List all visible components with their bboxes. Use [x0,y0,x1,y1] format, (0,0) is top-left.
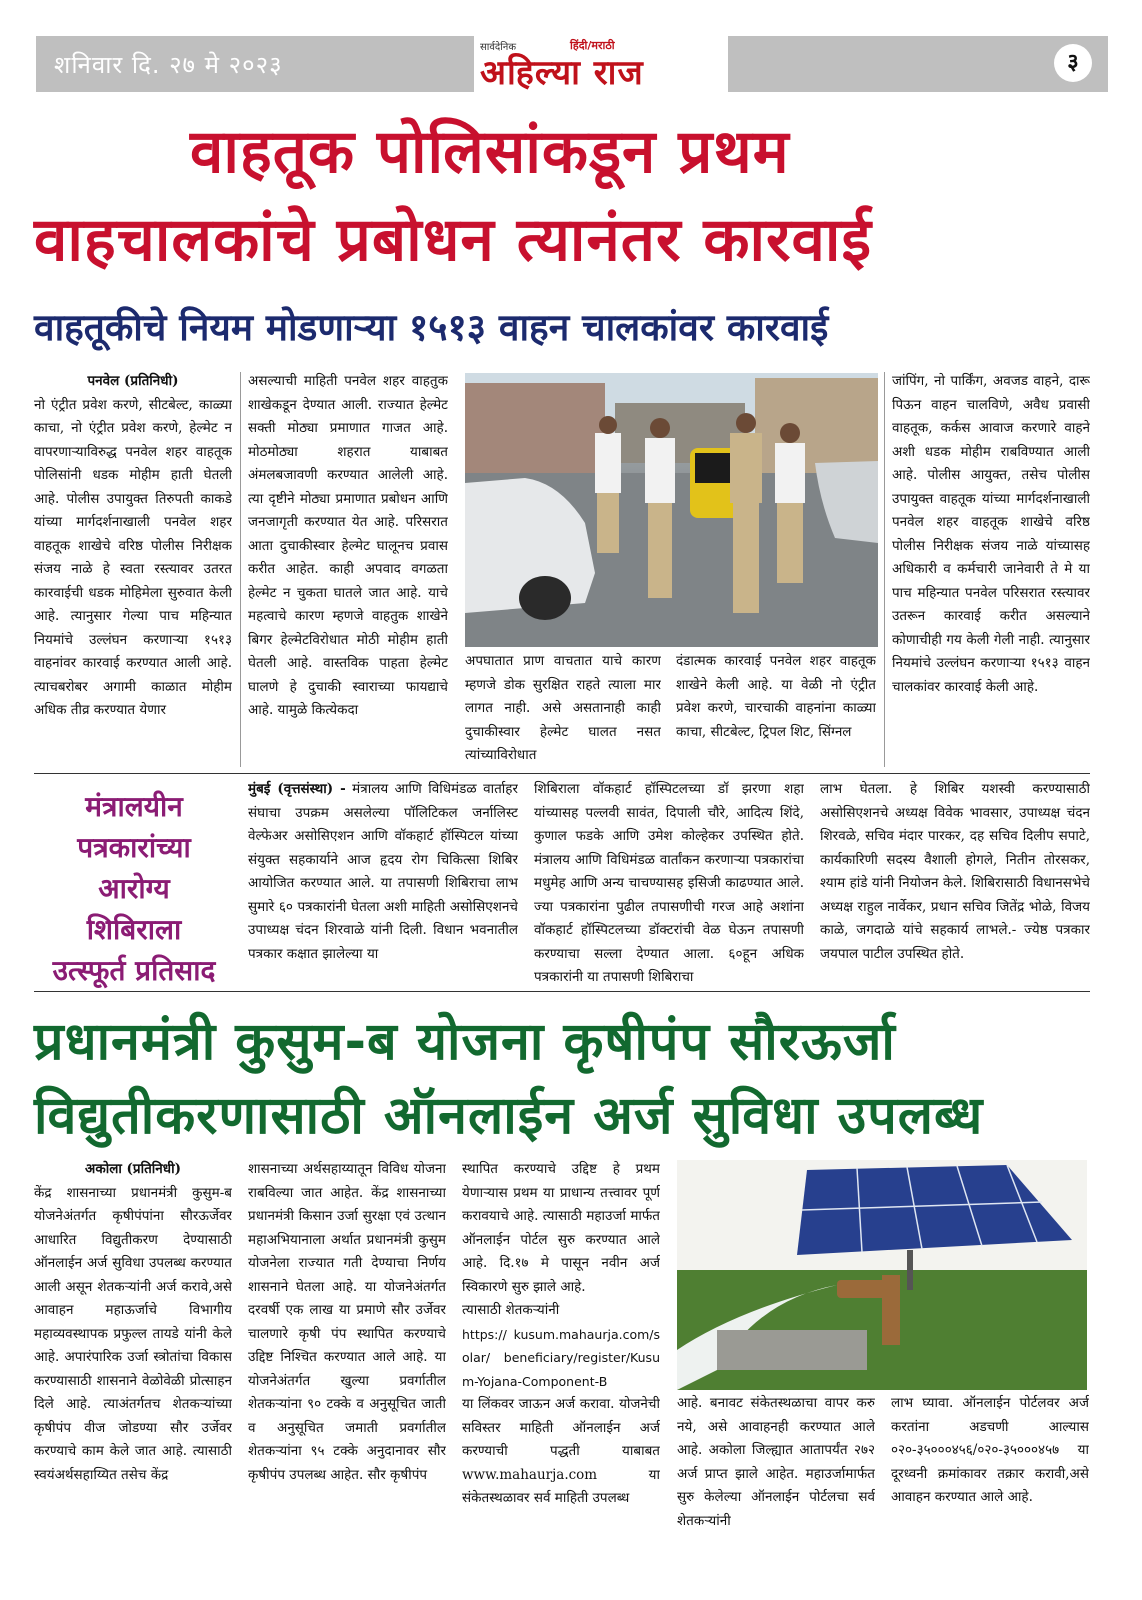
article3-col5-text: लाभ घ्यावा. ऑनलाईन पोर्टलवर अर्ज करतांना अडचणी आल्यास ०२०-३५०००४५६/०२०-३५०००४५७ या दूरध्वनी क्रमांकावर तक्रार करावी,असे आवाहन करण्यात आले आहे. [891,1395,1089,1505]
article1-headline-line1: वाहतूक पोलिसांकडून प्रथम [190,117,790,187]
article2-dateline: मुंबई (वृत्तसंस्था) - [248,781,346,797]
article3-column-2 [248,1158,446,1538]
article3-col4-text: आहे. बनावट संकेतस्थळाचा वापर करु नये, असे आवाहनही करण्यात आले आहे. अकोला जिल्ह्यात आतापर्यंत २७२ अर्ज प्राप्त झाले आहेत. महाउर्जामार्फत सुरु केलेल्या ऑनलाईन पोर्टलचा सर्व शेतकऱ्यांनी [677,1395,875,1529]
article2-headline-line: आरोग्य [98,872,170,905]
article3-column-1 [34,1158,232,1538]
article2-column-1 [248,778,518,986]
traffic-police-illustration [465,373,878,647]
article2-headline-line: पत्रकारांच्या [77,831,191,864]
section-divider [34,991,1090,992]
newspaper-logo [474,36,728,92]
article3-col3-rest: या लिंकवर जाऊन अर्ज करावा. योजनेची सविस्तर माहिती ऑनलाईन अर्ज करण्याची पद्धती याबाबत www.mahaurja.com या संकेतस्थळावर सर्व माहिती उपलब्ध [462,1396,660,1506]
article1-column-4 [676,650,876,770]
article3-headline-line2: विद्युतीकरणासाठी ऑनलाईन अर्ज सुविधा उपलब्ध [34,1086,984,1146]
article1-col2-text: असल्याची माहिती पनवेल शहर वाहतुक शाखेकडून देण्यात आली. राज्यात हेल्मेट सक्ती मोठ्या प्रमाणात गाजत आहे. मोठमोठ्या शहरात याबाबत अंमलबजावणी करण्यात आलेली आहे. त्या दृष्टीने मोठ्या प्रमाणात प्रबोधन आणि जनजागृती करण्यात येत आहे. परिसरात आता दुचाकीस्वार हेल्मेट घालूनच प्रवास करीत आहेत. काही अपवाद वगळता हेल्मेट न चुकता घातले जात आहे. याचे महत्वाचे कारण म्हणजे वाहतुक शाखेने बिगर हेल्मेटविरोधात मोठी मोहीम हाती घेतली आहे. वास्तविक पाहता हेल्मेट घालणे हे दुचाकी स्वाराच्या फायद्याचे आहे. यामुळे कित्येकदा [248,373,448,718]
article1-subheadline: वाहतूकीचे नियम मोडणाऱ्या १५१३ वाहन चालकांवर कारवाई [34,306,829,349]
article2-headline-line: मंत्रालयीन [85,790,183,823]
article2-col1-text: मंत्रालय आणि विधिमंडळ वार्ताहर संघाचा उपक्रम असलेल्या पॉलिटिकल जर्नालिस्ट वेल्फेअर असोसिएशन आणि वॉकहार्ट हॉस्पिटल यांच्या संयुक्त सहकार्याने आज हृदय रोग चिकित्सा शिबिर आयोजित करण्यात आले. या तपासणी शिबिराचा लाभ सुमारे ६० पत्रकारांनी घेतला अशी माहिती असोसिएशनचे उपाध्यक्ष चंदन शिरवाळे यांनी दिली. विधान भवनातील पत्रकार कक्षात झालेल्या या [248,781,518,962]
article1-col3-text: अपघातात प्राण वाचतात याचे कारण म्हणजे डोक सुरक्षित राहते त्याला मार लागत नाही. असे असतानाही काही दुचाकीस्वार हेल्मेट घालत नसत त्यांच्याविरोधात [465,653,661,763]
column-divider [240,372,241,767]
column-divider [884,372,885,767]
article2-headline-line: उत्स्फूर्त प्रतिसाद [52,954,216,987]
article3-col3-link-intro: त्यासाठी शेतकऱ्यांनी [462,1302,560,1318]
traffic-police-photo [465,373,878,647]
article2-headline-line: शिबिराला [86,913,182,946]
article1-col4-text: दंडात्मक कारवाई पनवेल शहर वाहतूक शाखेने केली आहे. या वेळी नो एंट्रीत प्रवेश करणे, चारचाकी वाहनांना काळ्या काचा, सीटबेल्ट, ट्रिपल शिट, सिंग्नल [676,653,876,740]
article1-dateline: पनवेल (प्रतिनिधी) [87,373,179,389]
article3-headline-line1: प्रधानमंत्री कुसुम-ब योजना कृषीपंप सौरऊर्जा [34,1012,896,1072]
logo-name: अहिल्या राज [480,53,644,93]
solar-pump-photo [677,1160,1087,1390]
article2-col2-text: शिबिराला वॉकहार्ट हॉस्पिटलच्या डॉ झरणा शहा यांच्यासह पल्लवी सावंत, दिपाली चौरे, आदित्य शिंदे, कुणाल फडके आणि उमेश कोल्हेकर उपस्थित होते. मंत्रालय आणि विधिमंडळ वार्तांकन करणाऱ्या पत्रकारांचा मधुमेह आणि अन्य चाचण्यासह इसिजी काढण्यात आले. ज्या पत्रकारांना पुढील तपासणीची गरज आहे अशांना वॉकहार्ट हॉस्पिटलच्या डॉक्टरांची वेळ घेऊन तपासणी करण्याचा सल्ला देण्यात आला. ६०हून अधिक पत्रकारांनी या तपासणी शिबिराचा [534,781,804,985]
article3-col3-top: स्थापित करण्याचे उद्दिष्ट हे प्रथम येणाऱ्यास प्रथम या प्राधान्य तत्त्वावर पूर्ण करावयाचे आहे. त्यासाठी महाउर्जा मार्फत ऑनलाईन पोर्टल सुरु करण्यात आले आहे. दि.१७ मे पासून नवीन अर्ज स्विकारणे सुरु झाले आहे. [462,1161,660,1295]
article1-column-1 [34,370,232,770]
article1-col1-text: नो एंट्रीत प्रवेश करणे, सीटबेल्ट, काळ्या काचा, नो एंट्रीत प्रवेश करणे, हेल्मेट न वापरणाऱ्याविरुद्ध पनवेल शहर वाहतूक पोलिसांनी धडक मोहीम हाती घेतली आहे. पोलीस उपायुक्त तिरुपती काकडे यांच्या मार्गदर्शनाखाली पनवेल शहर वाहतूक शाखेचे वरिष्ठ पोलीस निरीक्षक संजय नाळे हे स्वता रस्त्यावर उतरत कारवाईची धडक मोहिमेला सुरुवात केली आहे. त्यानुसार गेल्या पाच महिन्यात नियमांचे उल्लंघन करणाऱ्या १५१३ वाहनांवर कारवाई करण्यात आली आहे. त्याचबरोबर अगामी काळात मोहीम अधिक तीव्र करण्यात येणार [34,396,232,718]
article2-headline [34,786,234,991]
article3-col1-text: केंद्र शासनाच्या प्रधानमंत्री कुसुम-ब योजनेअंतर्गत कृषीपंपांना सौरऊर्जेवर आधारित विद्युतीकरण देण्यासाठी ऑनलाईन अर्ज सुविधा उपलब्ध करण्यात आली असून शेतकऱ्यांनी अर्ज करावे,असे आवाहन महाऊर्जाचे विभागीय महाव्यवस्थापक प्रफुल्ल तायडे यांनी केले आहे. अपारंपारिक उर्जा स्त्रोतांचा विकास करण्यासाठी शासनाने वेळोवेळी प्रोत्साहन दिले आहे. त्याअंतर्गतच शेतकऱ्यांच्या कृषीपंप वीज जोडण्या सौर उर्जेवर करण्याचे काम केले जात आहे. त्यासाठी स्वयंअर्थसहाय्यित तसेच केंद्र [34,1184,232,1483]
kusum-portal-link[interactable]: https:// kusum.mahaurja.com/solar/ beneficiary/register/Kusum-Yojana-Component-B [462,1326,660,1389]
article2-col3-text: लाभ घेतला. हे शिबिर यशस्वी करण्यासाठी असोसिएशनचे अध्यक्ष विवेक भावसार, उपाध्यक्ष चंदन शिरवळे, सचिव मंदार पारकर, दह सचिव दिलीप सपाटे, कार्यकारिणी सदस्य वैशाली होगले, नितीन तोरसकर, श्याम हांडे यांनी नियोजन केले. शिबिरासाठी विधानसभेचे अध्यक्ष राहुल नार्वेकर, प्रधान सचिव जितेंद्र भोळे, विजय काळे, जगदाळे यांचे सहकार्य लाभले.- ज्येष्ठ पत्रकार जयपाल पाटील उपस्थित होते. [820,781,1090,962]
logo-tagline-left: सार्वदेनिक [480,42,517,53]
page-number: ३ [1054,44,1092,82]
article1-column-3 [465,650,661,770]
issue-date: शनिवार दि. २७ मे २०२३ [54,51,283,79]
solar-panel-illustration [677,1160,1087,1390]
article3-dateline: अकोला (प्रतिनिधी) [85,1161,181,1177]
article1-headline-line2: वाहचालकांचे प्रबोधन त्यानंतर कारवाई [34,205,872,275]
article3-column-3 [462,1158,660,1538]
section-divider [34,773,1090,774]
article1-column-2 [248,370,448,770]
logo-tagline-right: हिंदी/मराठी [570,39,615,52]
article2-column-3 [820,778,1090,986]
article1-col5-text: जांपिंग, नो पार्किंग, अवजड वाहने, दारू पिऊन वाहन चालविणे, अवैध प्रवासी वाहतूक, कर्कस आवाज करणारे वाहने अशी धडक मोहीम राबविण्यात आली आहे. पोलीस आयुक्त, तसेच पोलीस उपायुक्त वाहतूक यांच्या मार्गदर्शनाखाली पनवेल शहर वाहतूक शाखेचे वरिष्ठ पोलीस निरीक्षक संजय नाळे यांच्यासह अधिकारी व कर्मचारी जानेवारी ते मे या पाच महिन्यात पनवेल परिसरात रस्त्यावर उतरून कारवाई करीत असल्याने कोणाचीही गय केली गेली नाही. त्यानुसार नियमांचे उल्लंघन करणाऱ्या १५१३ वाहन चालकांवर कारवाई केली आहे. [892,373,1090,695]
article3-column-5 [891,1392,1089,1542]
masthead-bar [36,36,1108,92]
article1-column-5 [892,370,1090,770]
article3-column-4 [677,1392,875,1542]
article2-column-2 [534,778,804,986]
article3-col2-text: शासनाच्या अर्थसहाय्यातून विविध योजना राबविल्या जात आहेत. केंद्र शासनाच्या प्रधानमंत्री किसान उर्जा सुरक्षा एवं उत्थान महाअभियानाला अर्थात प्रधानमंत्री कुसुम योजनेला राज्यात गती देण्याचा निर्णय शासनाने घेतला आहे. या योजनेअंतर्गत दरवर्षी एक लाख या प्रमाणे सौर उर्जेवर चालणारे कृषी पंप स्थापित करण्याचे उद्दिष्ट निश्चित करण्यात आले आहे. या योजनेअंतर्गत खुल्या प्रवर्गातील शेतकऱ्यांना ९० टक्के व अनुसूचित जाती व अनुसूचित जमाती प्रवर्गातील शेतकऱ्यांना ९५ टक्के अनुदानावर सौर कृषीपंप उपलब्ध आहेत. सौर कृषीपंप [248,1161,446,1483]
